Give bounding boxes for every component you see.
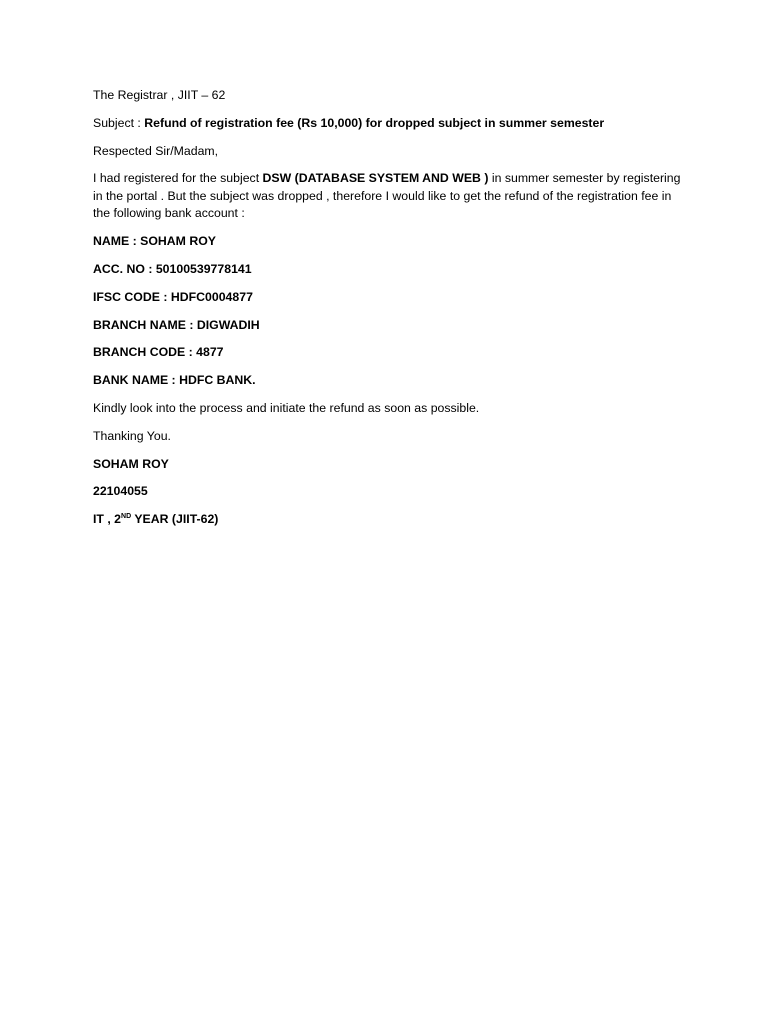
- letter-body: [93, 87, 683, 539]
- branch-name: BRANCH NAME : DIGWADIH: [93, 317, 260, 332]
- recipient-line: The Registrar , JIIT – 62: [93, 88, 226, 102]
- class-year-line: [93, 511, 683, 529]
- body-text-start: I had registered for the subject: [93, 171, 263, 186]
- account-holder-name: NAME : SOHAM ROY: [93, 234, 216, 249]
- body-paragraph: [93, 170, 683, 223]
- bank-name: BANK NAME : HDFC BANK.: [93, 373, 256, 388]
- branch-code: BRANCH CODE : 4877: [93, 345, 224, 360]
- class-suffix: YEAR (JIIT-62): [131, 512, 219, 527]
- signature-name: SOHAM ROY: [93, 456, 169, 471]
- account-number: ACC. NO : 50100539778141: [93, 261, 252, 276]
- ifsc-code: IFSC CODE : HDFC0004877: [93, 289, 253, 304]
- subject-text: Refund of registration fee (Rs 10,000) for dropped subject in summer semester: [144, 115, 605, 130]
- body-text-end: in summer semester by registering in the portal . But the subject was dropped , therefore I would like to get the refund of the registration fee in the following bank account :: [93, 171, 681, 221]
- body-subject-name: DSW (DATABASE SYSTEM AND WEB ): [262, 171, 489, 186]
- class-superscript: ND: [121, 513, 132, 521]
- roll-number: 22104055: [93, 484, 148, 499]
- salutation: Respected Sir/Madam,: [93, 143, 219, 158]
- request-line: Kindly look into the process and initiate the refund as soon as possible.: [93, 400, 480, 415]
- subject-line: [93, 115, 683, 133]
- class-prefix: IT , 2: [93, 512, 122, 527]
- closing-line: Thanking You.: [93, 428, 171, 443]
- subject-prefix: Subject :: [93, 115, 145, 130]
